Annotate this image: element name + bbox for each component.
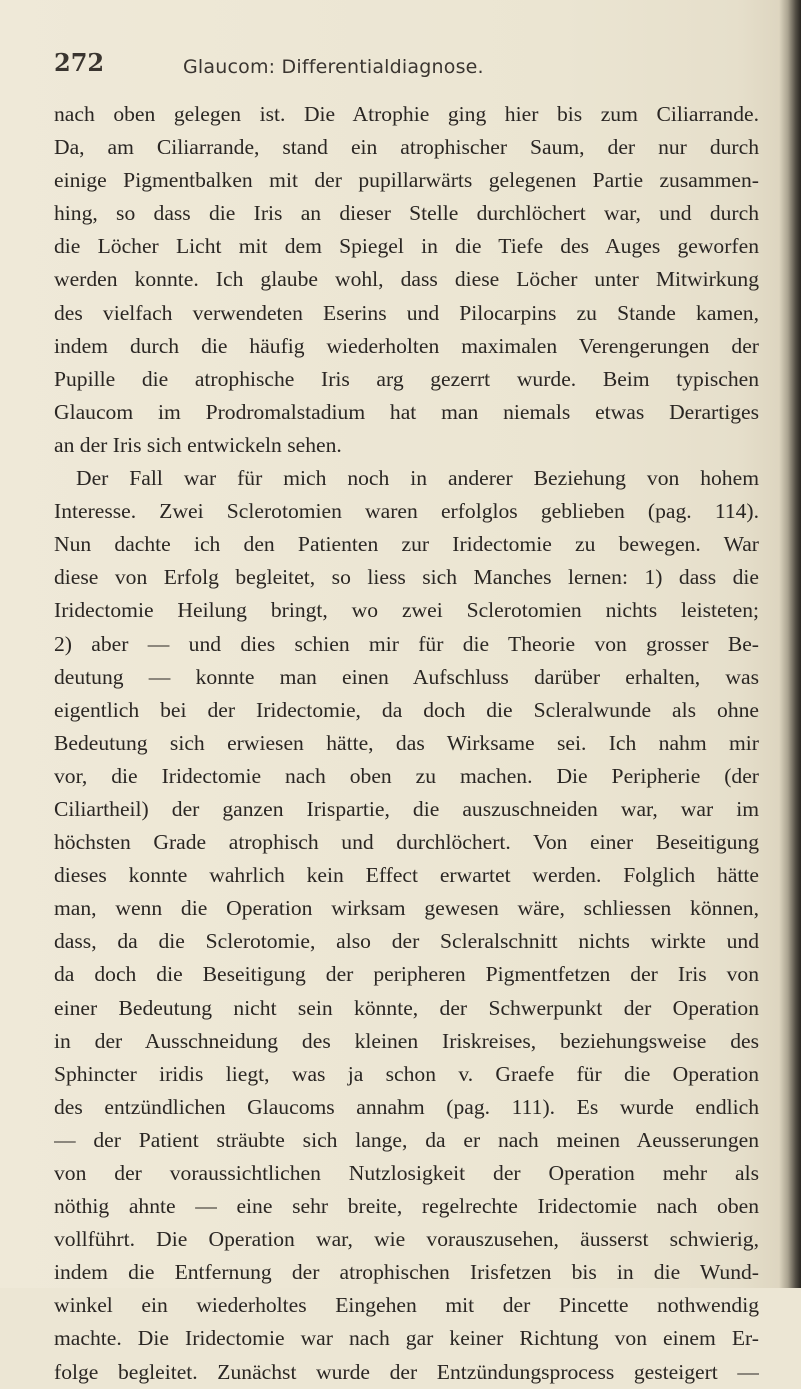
text-line: diese von Erfolg begleitet, so liess sich Manches lernen: 1) dass die (54, 565, 759, 590)
text-line: einer Bedeutung nicht sein könnte, der Schwerpunkt der Operation (54, 995, 759, 1020)
text-line: vollführt. Die Operation war, wie vorauszusehen, äusserst schwierig, (54, 1227, 759, 1252)
text-line: des vielfach verwendeten Eserins und Pilocarpins zu Stande kamen, (54, 300, 759, 325)
text-line: — der Patient sträubte sich lange, da er nach meinen Aeusserungen (54, 1127, 759, 1152)
text-line: in der Ausschneidung des kleinen Iriskreises, beziehungsweise des (54, 1028, 759, 1053)
text-line: vor, die Iridectomie nach oben zu machen. Die Peripherie (der (54, 763, 759, 788)
text-line: des entzündlichen Glaucoms annahm (pag. 111). Es wurde endlich (54, 1094, 759, 1119)
text-line: indem die Entfernung der atrophischen Irisfetzen bis in die Wund- (54, 1260, 759, 1285)
text-line: dieses konnte wahrlich kein Effect erwartet werden. Folglich hätte (54, 863, 759, 888)
page-number: 272 (54, 48, 105, 77)
text-line: Bedeutung sich erwiesen hätte, das Wirksame sei. Ich nahm mir (54, 730, 759, 755)
text-line: Sphincter iridis liegt, was ja schon v. Graefe für die Operation (54, 1061, 759, 1086)
text-line: 2) aber — und dies schien mir für die Theorie von grosser Be- (54, 631, 759, 656)
text-line: Ciliartheil) der ganzen Irispartie, die auszuschneiden war, war im (54, 796, 759, 821)
text-line: Der Fall war für mich noch in anderer Beziehung von hohem (76, 466, 759, 491)
text-line: Pupille die atrophische Iris arg gezerrt wurde. Beim typischen (54, 366, 759, 391)
running-head: Glaucom: Differentialdiagnose. (183, 56, 484, 78)
text-line: höchsten Grade atrophisch und durchlöchert. Von einer Beseitigung (54, 830, 759, 855)
text-line: Nun dachte ich den Patienten zur Iridectomie zu bewegen. War (54, 532, 759, 557)
text-line: folge begleitet. Zunächst wurde der Entzündungsprocess gesteigert — (54, 1359, 759, 1384)
page-binding-edge (779, 0, 801, 1288)
text-line: Iridectomie Heilung bringt, wo zwei Sclerotomien nichts leisteten; (54, 598, 759, 623)
text-line: nach oben gelegen ist. Die Atrophie ging hier bis zum Ciliarrande. (54, 102, 759, 126)
text-line: an der Iris sich entwickeln sehen. (54, 432, 342, 457)
text-line: hing, so dass die Iris an dieser Stelle durchlöchert war, und durch (54, 201, 759, 226)
text-line: die Löcher Licht mit dem Spiegel in die Tiefe des Auges geworfen (54, 234, 759, 259)
text-line: winkel ein wiederholtes Eingehen mit der Pincette nothwendig (54, 1293, 759, 1318)
text-line: Da, am Ciliarrande, stand ein atrophischer Saum, der nur durch (54, 135, 759, 160)
text-line: Glaucom im Prodromalstadium hat man niemals etwas Derartiges (54, 399, 759, 424)
text-line: da doch die Beseitigung der peripheren Pigmentfetzen der Iris von (54, 962, 759, 987)
text-line: Interesse. Zwei Sclerotomien waren erfolglos geblieben (pag. 114). (54, 499, 759, 524)
text-line: machte. Die Iridectomie war nach gar keiner Richtung von einem Er- (54, 1326, 759, 1351)
text-line: von der voraussichtlichen Nutzlosigkeit der Operation mehr als (54, 1161, 759, 1185)
text-line: nöthig ahnte — eine sehr breite, regelrechte Iridectomie nach oben (54, 1194, 759, 1219)
text-line: deutung — konnte man einen Aufschluss darüber erhalten, was (54, 664, 759, 689)
body-text (54, 98, 759, 1389)
text-line: einige Pigmentbalken mit der pupillarwärts gelegenen Partie zusammen- (54, 168, 759, 193)
text-line: eigentlich bei der Iridectomie, da doch die Scleralwunde als ohne (54, 697, 759, 722)
text-line: indem durch die häufig wiederholten maximalen Verengerungen der (54, 333, 759, 358)
text-line: man, wenn die Operation wirksam gewesen wäre, schliessen können, (54, 896, 759, 921)
text-line: werden konnte. Ich glaube wohl, dass diese Löcher unter Mitwirkung (54, 267, 759, 292)
text-line: dass, da die Sclerotomie, also der Scleralschnitt nichts wirkte und (54, 929, 759, 954)
